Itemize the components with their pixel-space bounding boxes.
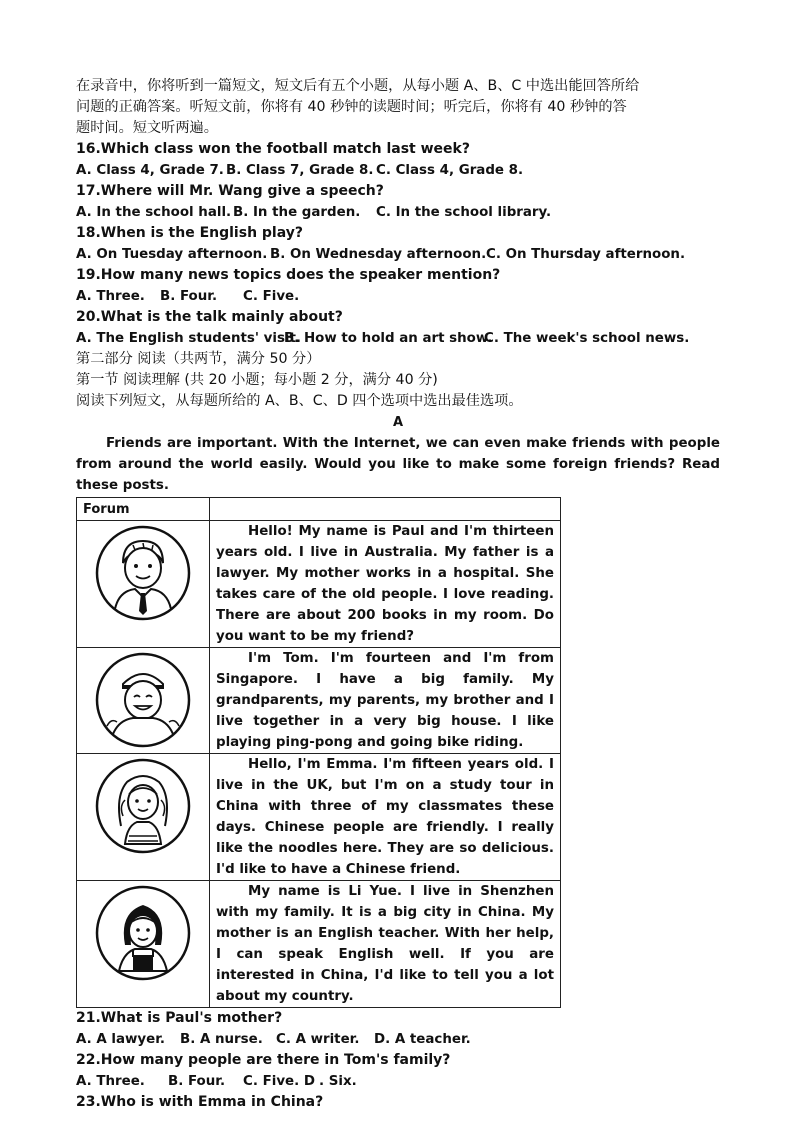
forum-header: Forum	[83, 502, 130, 517]
option-c: C. Class 4, Grade 8.	[376, 163, 524, 178]
post-text-paul: Hello! My name is Paul and I'm thirteen years old. I live in Australia. My father is a lawyer. My mother works in a hospital. She takes care of the old people. I love reading. There are about 200 books in my room. Do you want to be my friend?	[216, 524, 554, 644]
option-b: B. Class 7, Grade 8.	[226, 163, 374, 178]
options-17	[76, 202, 720, 223]
forum-post	[77, 754, 561, 881]
option-b: B. Four.	[160, 289, 218, 304]
options-16	[76, 160, 720, 181]
option-a: A. In the school hall.	[76, 205, 232, 220]
option-c: C. Five.	[243, 289, 300, 304]
option-c: C. Five. D	[243, 1074, 315, 1089]
options-22	[76, 1071, 720, 1092]
option-a: A. A lawyer.	[76, 1032, 165, 1047]
forum-post	[77, 881, 561, 1008]
options-18	[76, 244, 720, 265]
option-a: A. Three.	[76, 1074, 145, 1089]
girl-avatar-icon	[93, 883, 193, 983]
question-17: 17.Where will Mr. Wang give a speech?	[76, 183, 384, 199]
options-20	[76, 328, 720, 349]
option-c: C. A writer.	[276, 1032, 360, 1047]
listening-instructions	[76, 76, 720, 139]
option-a: A. The English students' visit.	[76, 331, 301, 346]
option-d: . Six.	[319, 1074, 357, 1089]
question-18: 18.When is the English play?	[76, 225, 303, 241]
instruction-line: 问题的正确答案。听短文前，你将有 40 秒钟的读题时间；听完后，你将有 40 秒钟的答	[76, 99, 627, 115]
girl-avatar-icon	[93, 756, 193, 856]
reading-instruction: 阅读下列短文，从每题所给的 A、B、C、D 四个选项中选出最佳选项。	[76, 393, 523, 409]
post-text-tom: I'm Tom. I'm fourteen and I'm from Singapore. I have a big family. My grandparents, my parents, my brother and I live together in a very big house. I like playing ping-pong and going bike riding.	[216, 651, 554, 750]
post-cell	[210, 521, 561, 648]
forum-header-row	[77, 498, 561, 521]
post-text-liyue: My name is Li Yue. I live in Shenzhen with my family. It is a big city in China. My mother is an English teacher. With her help, I can speak English well. If you are interested in China, I'd like to tell you a lot about my country.	[216, 884, 554, 1004]
forum-post	[77, 521, 561, 648]
forum-header-empty	[210, 498, 561, 521]
post-text-emma: Hello, I'm Emma. I'm fifteen years old. I live in the UK, but I'm on a study tour in China with three of my classmates these days. Chinese people are friendly. I really like the noodles here. They are so delicious. I'd like to have a Chinese friend.	[216, 757, 554, 877]
part-title: 第二部分 阅读（共两节，满分 50 分）	[76, 351, 321, 367]
avatar-cell	[77, 754, 210, 881]
forum-post	[77, 648, 561, 754]
option-c: C. On Thursday afternoon.	[486, 247, 686, 262]
post-cell	[210, 881, 561, 1008]
option-b: B. A nurse.	[180, 1032, 263, 1047]
avatar-cell	[77, 881, 210, 1008]
post-cell	[210, 648, 561, 754]
boy-avatar-icon	[93, 523, 193, 623]
option-c: C. The week's school news.	[484, 331, 690, 346]
forum-table	[76, 497, 561, 1008]
question-19: 19.How many news topics does the speaker mention?	[76, 267, 501, 283]
instruction-line: 题时间。短文听两遍。	[76, 120, 218, 136]
option-c: C. In the school library.	[376, 205, 552, 220]
question-21: 21.What is Paul's mother?	[76, 1010, 283, 1026]
options-21	[76, 1029, 720, 1050]
exam-page	[76, 76, 720, 1113]
question-16: 16.Which class won the football match last week?	[76, 141, 470, 157]
section-title: 第一节 阅读理解 (共 20 小题；每小题 2 分，满分 40 分)	[76, 372, 438, 388]
forum-header-cell	[77, 498, 210, 521]
question-20: 20.What is the talk mainly about?	[76, 309, 343, 325]
option-d: D. A teacher.	[374, 1032, 471, 1047]
option-b: B. Four.	[168, 1074, 226, 1089]
option-b: B. In the garden.	[233, 205, 361, 220]
passage-label: A	[392, 415, 404, 430]
question-23: 23.Who is with Emma in China?	[76, 1094, 324, 1110]
option-b: B. On Wednesday afternoon.	[270, 247, 487, 262]
option-b: B. How to hold an art show.	[284, 331, 493, 346]
avatar-cell	[77, 648, 210, 754]
question-22: 22.How many people are there in Tom's family?	[76, 1052, 451, 1068]
avatar-cell	[77, 521, 210, 648]
option-a: A. On Tuesday afternoon.	[76, 247, 268, 262]
options-19	[76, 286, 720, 307]
post-cell	[210, 754, 561, 881]
boy-avatar-icon	[93, 650, 193, 750]
passage-intro: Friends are important. With the Internet, we can even make friends with people from around the world easily. Would you like to make some foreign friends? Read these posts.	[76, 436, 720, 493]
instruction-line: 在录音中，你将听到一篇短文，短文后有五个小题，从每小题 A、B、C 中选出能回答所给	[76, 78, 640, 94]
option-a: A. Three.	[76, 289, 145, 304]
option-a: A. Class 4, Grade 7.	[76, 163, 224, 178]
